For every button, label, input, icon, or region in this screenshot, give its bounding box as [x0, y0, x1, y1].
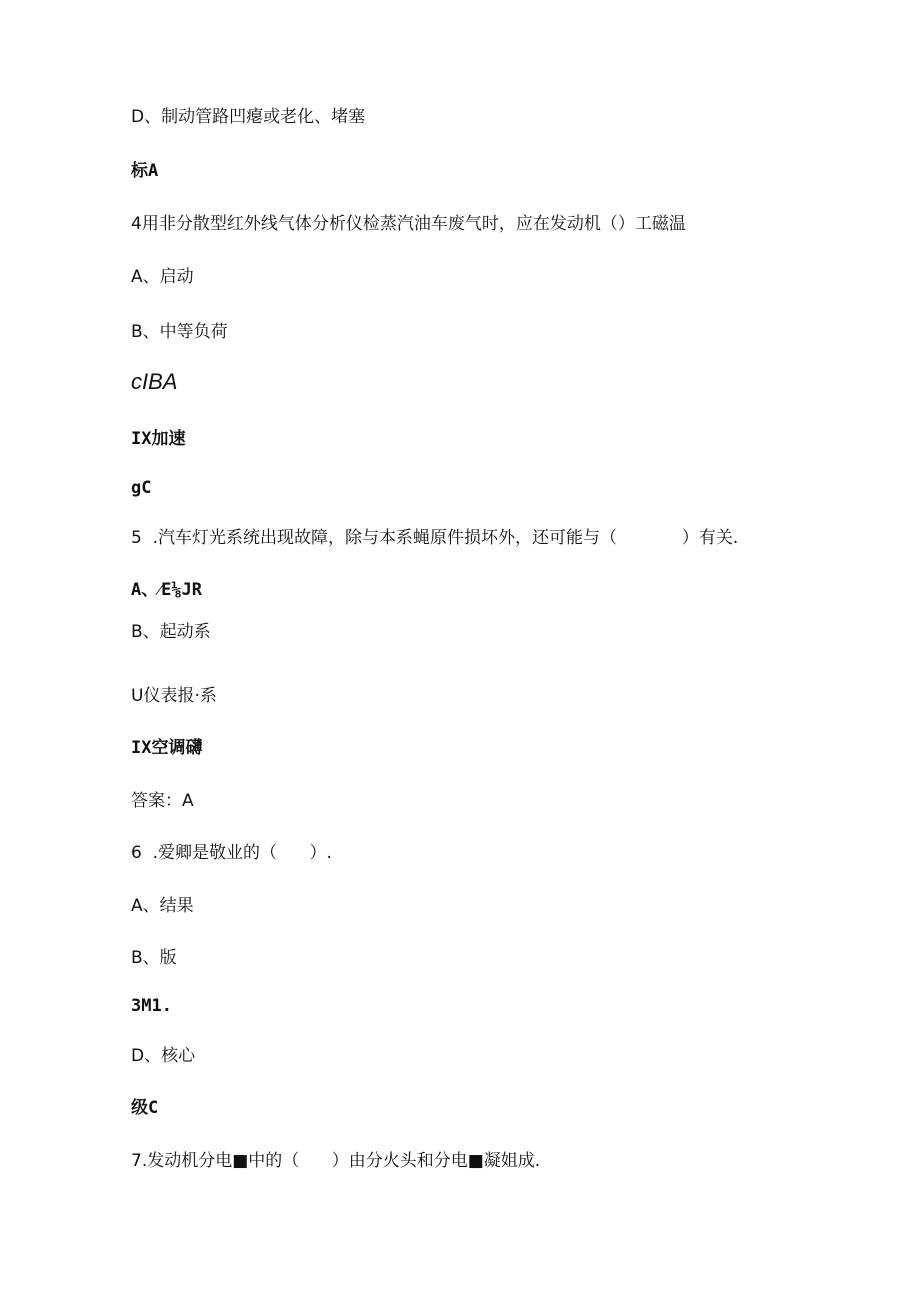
- option-a-result: A、结果: [131, 896, 194, 916]
- question-7: 7.发动机分电■中的（ ）由分火头和分电■凝姐成.: [131, 1151, 541, 1171]
- option-d-accelerate: IX加速: [131, 429, 186, 449]
- question-6: 6 .爱卿是敬业的（ ）.: [131, 843, 332, 863]
- option-d-brake-pipe: D、制动管路凹瘪或老化、堵塞: [131, 107, 366, 127]
- answer-line-c-2: 级C: [131, 1098, 159, 1118]
- question-4: 4用非分散型红外线气体分析仪检蒸汽油车废气时，应在发动机（）工磁温: [131, 214, 686, 234]
- question-5: 5 .汽车灯光系统出现故障，除与本系蝇原件损坏外，还可能与（ ）有关.: [131, 528, 739, 548]
- option-c-garbled-2: 3M1.: [131, 996, 172, 1016]
- option-a-garbled: A、⁄E⅛JR: [131, 580, 203, 600]
- option-a-start: A、启动: [131, 267, 194, 287]
- option-c-instrument-system: U仪表报·系: [131, 686, 217, 706]
- option-d-air-conditioning: IX空调礴: [131, 738, 203, 758]
- answer-a: 答案：A: [131, 791, 194, 811]
- option-b-starter-system: B、起动系: [131, 622, 211, 642]
- answer-line-a: 标A: [131, 161, 159, 181]
- answer-line-c: gC: [131, 478, 152, 498]
- option-b-version: B、版: [131, 948, 177, 968]
- option-c-garbled: cIBA: [131, 369, 178, 394]
- option-d-core: D、核心: [131, 1046, 196, 1066]
- option-b-medium-load: B、中等负荷: [131, 322, 228, 342]
